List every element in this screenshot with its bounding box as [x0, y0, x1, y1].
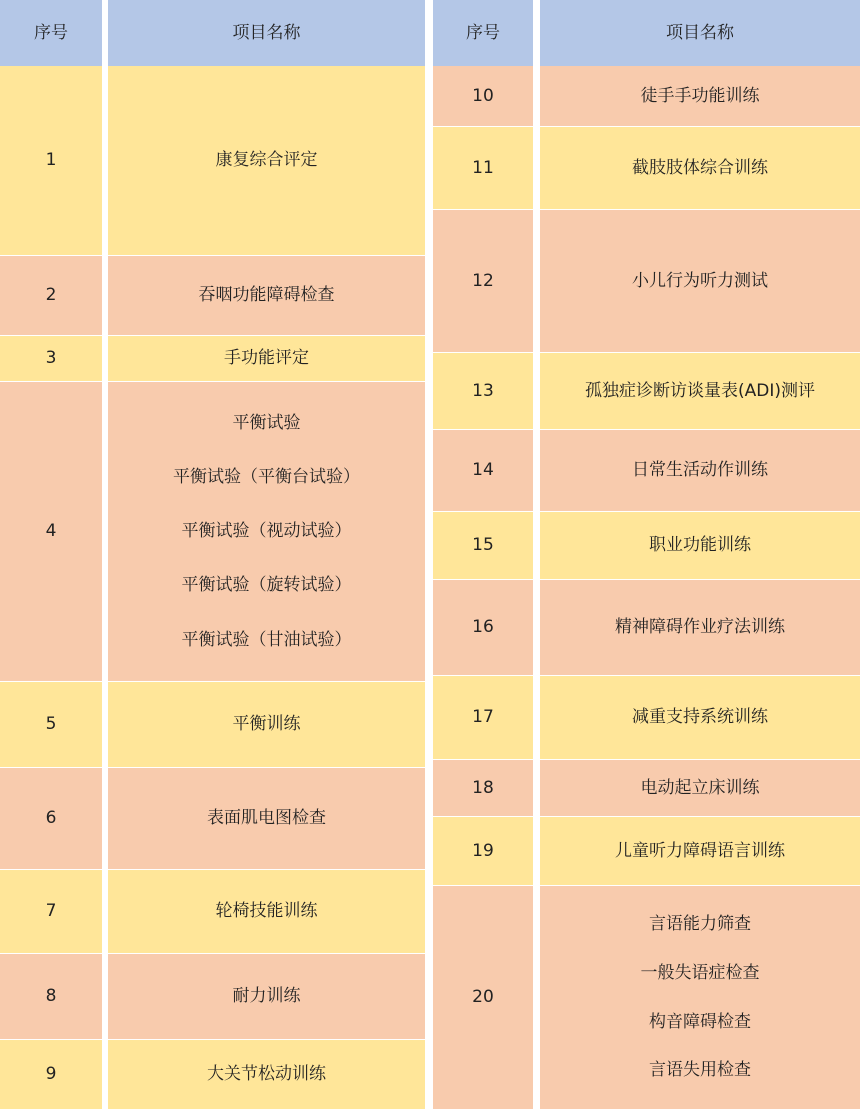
right-row-index: 16 [433, 580, 533, 675]
left-row-index: 4 [0, 382, 102, 681]
right-row-name-cell [540, 676, 860, 759]
item-name: 康复综合评定 [215, 150, 318, 171]
item-name: 平衡试验（视动试验） [181, 521, 352, 542]
right-row-name-cell [540, 580, 860, 675]
right-row-name-cell [540, 353, 860, 429]
left-row-index: 5 [0, 682, 102, 767]
left-row-name-cell [108, 682, 425, 767]
right-row-name-cell [540, 210, 860, 352]
right-row-name-cell [540, 430, 860, 511]
left-row-name-cell [108, 256, 425, 335]
item-name: 孤独症诊断访谈量表(ADI)测评 [585, 380, 815, 401]
item-name: 职业功能训练 [649, 535, 751, 556]
header-name-left: 项目名称 [108, 0, 425, 66]
right-row-index: 12 [433, 210, 533, 352]
left-row-index: 6 [0, 768, 102, 869]
right-row-index: 17 [433, 676, 533, 759]
right-row-index: 11 [433, 127, 533, 209]
item-name: 日常生活动作训练 [632, 460, 768, 481]
item-name: 言语失用检查 [649, 1060, 751, 1081]
item-name: 精神障碍作业疗法训练 [615, 617, 785, 638]
item-name: 耐力训练 [232, 986, 301, 1007]
left-row-index: 1 [0, 66, 102, 255]
header-index-left: 序号 [0, 0, 102, 66]
header-name-right: 项目名称 [540, 0, 860, 66]
right-row-name-cell [540, 817, 860, 885]
left-row-name-cell [108, 954, 425, 1039]
right-row-index: 20 [433, 886, 533, 1109]
right-row-name-cell [540, 760, 860, 816]
left-row-index: 7 [0, 870, 102, 953]
item-name: 电动起立床训练 [640, 777, 760, 798]
item-name: 截肢肢体综合训练 [632, 157, 768, 178]
right-row-index: 15 [433, 512, 533, 579]
item-name: 大关节松动训练 [207, 1064, 326, 1085]
item-name: 轮椅技能训练 [215, 901, 318, 922]
item-name: 徒手手功能训练 [640, 85, 760, 106]
left-row-name-cell [108, 1040, 425, 1109]
right-row-index: 10 [433, 66, 533, 126]
left-row-name-cell [108, 336, 425, 381]
left-row-index: 3 [0, 336, 102, 381]
left-row-name-cell [108, 66, 425, 255]
right-row-index: 19 [433, 817, 533, 885]
item-name: 构音障碍检查 [649, 1011, 751, 1032]
item-name: 减重支持系统训练 [632, 707, 768, 728]
item-name: 平衡试验（旋转试验） [181, 575, 352, 596]
right-row-index: 13 [433, 353, 533, 429]
item-name: 儿童听力障碍语言训练 [615, 840, 785, 861]
left-row-name-cell [108, 382, 425, 681]
right-row-name-cell [540, 127, 860, 209]
item-name: 平衡训练 [232, 714, 301, 735]
item-name: 平衡试验 [232, 412, 301, 433]
item-name: 吞咽功能障碍检查 [198, 285, 335, 306]
left-row-index: 9 [0, 1040, 102, 1109]
right-row-name-cell [540, 886, 860, 1109]
left-row-name-cell [108, 768, 425, 869]
item-name: 手功能评定 [224, 348, 309, 369]
item-name: 言语能力筛查 [649, 914, 751, 935]
right-row-name-cell [540, 512, 860, 579]
item-name: 表面肌电图检查 [207, 808, 326, 829]
right-row-index: 18 [433, 760, 533, 816]
left-row-name-cell [108, 870, 425, 953]
right-row-index: 14 [433, 430, 533, 511]
right-row-name-cell [540, 66, 860, 126]
item-name: 平衡试验（平衡台试验） [173, 467, 360, 488]
left-row-index: 8 [0, 954, 102, 1039]
item-name: 一般失语症检查 [640, 962, 760, 983]
left-row-index: 2 [0, 256, 102, 335]
item-name: 平衡试验（甘油试验） [181, 629, 352, 650]
header-index-right: 序号 [433, 0, 533, 66]
item-name: 小儿行为听力测试 [632, 270, 768, 291]
